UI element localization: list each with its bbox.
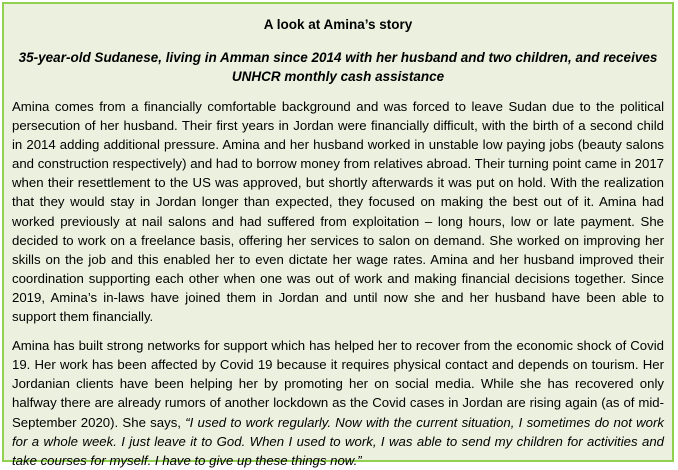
story-paragraph-1: Amina comes from a financially comfortable background and was forced to leave Sudan due to the political persecution of her husband. Their first years in Jordan were financially difficult, with the birth of a second child in 2014 adding additional pressure. Amina and her husband worked in unstable low paying jobs (beauty salons and construction respectively) and had to borrow money from relatives abroad. Their turning point came in 2017 when their resettlement to the US was approved, but shortly afterwards it was put on hold. With the realization that they would stay in Jordan longer than expected, they focused on making the best out of it. Amina had worked previously at nail salons and had suffered from exploitation – long hours, low or late payment. She decided to work on a freelance basis, offering her services to salon on demand. She worked on improving her skills on the job and this enabled her to even dictate her wage rates. Amina and her husband improved their coordination supporting each other when one was out of work and making financial decisions together. Since 2019, Amina’s in-laws have joined them in Jordan and until now she and her husband have been able to support them financially. (12, 99, 664, 325)
story-box (2, 2, 674, 468)
story-title: A look at Amina’s story (263, 17, 413, 32)
amina-quote: “I used to work regularly. Now with the current situation, I sometimes do not work for a whole week. I just leave it to God. When I used to work, I was able to send my children for activities and take courses for myself. I have to give up these things now.” (12, 414, 664, 468)
story-paragraph-2 (12, 336, 664, 470)
story-paragraph-2-text: Amina has built strong networks for support which has helped her to recover from the economic shock of Covid 19. Her work has been affected by Covid 19 because it requires physical contact and depends on tourism. Her Jordanian clients have been helping her by promoting her on social media. While she has recovered only halfway there are already rumors of another lockdown as the Covid cases in Jordan are rising again (as of mid-September 2020). She says, (12, 338, 664, 430)
story-subtitle: 35-year-old Sudanese, living in Amman since 2014 with her husband and two children, and receives UNHCR monthly cash assistance (18, 50, 658, 84)
